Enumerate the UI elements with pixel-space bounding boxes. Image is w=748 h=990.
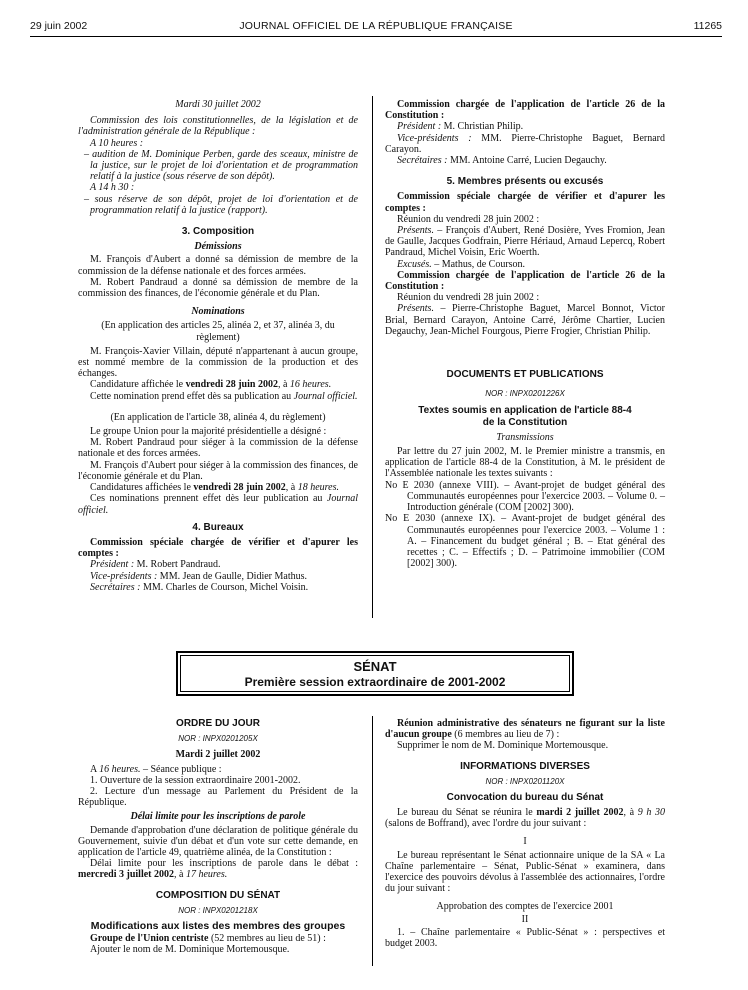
cs-excuses	[385, 259, 665, 270]
demission-1: M. François d'Aubert a donné sa démission de membre de la commission de la défense nationale et des forces armées.	[78, 254, 358, 277]
effect-2	[78, 493, 358, 515]
odj-time-pre: A	[90, 763, 100, 775]
c26-secretaires	[385, 155, 665, 166]
left-top-column	[78, 99, 358, 593]
left-bottom-column	[78, 718, 358, 956]
cand1-time: 16 heures.	[289, 379, 332, 391]
convoc-pre: Le bureau du Sénat se réunira le	[397, 807, 537, 819]
c26-sec-names: MM. Antoine Carré, Lucien Degauchy.	[447, 155, 607, 167]
senat-subtitle: Première session extraordinaire de 2001-2002	[244, 675, 506, 689]
effect1-jo: Journal officiel.	[293, 390, 358, 402]
nominations-application-2: (En application de l'article 38, alinéa 4, du règlement)	[110, 411, 326, 423]
delai-date: mercredi 3 juillet 2002	[78, 869, 174, 881]
effect-1	[78, 391, 358, 402]
bureau-sec-label: Secrétaires :	[90, 581, 141, 593]
item-10h: – audition de M. Dominique Perben, garde des sceaux, ministre de la justice, sur le projet de loi d'orientation et de programmation relatif à la justice (sous réserve de son dépôt).	[84, 148, 358, 183]
transmission-letter: Par lettre du 27 juin 2002, M. le Premier ministre a transmis, en application de l'article 88-4 de la Constitution, à M. le président de l'Assemblée nationale les textes suivants :	[385, 446, 665, 480]
composition-nor: NOR : INPX0201218X	[178, 905, 258, 915]
delai-title: Délai limite pour les inscriptions de parole	[130, 811, 306, 823]
date-line: Mardi 30 juillet 2002	[175, 99, 261, 110]
section-3-title: 3. Composition	[181, 226, 255, 238]
convocation-text	[385, 807, 665, 829]
column-divider-bottom	[372, 716, 373, 966]
c26-vice-presidents	[385, 133, 665, 155]
commission-lois: Commission des lois constitutionnelles, de la législation et de l'administration générale de la République :	[78, 115, 358, 138]
senat-banner-inner	[180, 655, 570, 692]
section-5-title: 5. Membres présents ou excusés	[446, 176, 604, 188]
bureau-president	[78, 559, 358, 570]
bureau-pres-name: M. Robert Pandraud.	[134, 559, 221, 571]
cand1-date: vendredi 28 juin 2002	[185, 379, 278, 391]
pandraud-defense: M. Robert Pandraud pour siéger à la commission de la défense nationale et des forces armées.	[78, 437, 358, 460]
cs-presents	[385, 225, 665, 259]
right-top-column	[385, 99, 665, 569]
effect1-pre: Cette nomination prend effet dès sa publication au	[90, 390, 294, 402]
delai-p1: Demande d'approbation d'une déclaration de politique générale du Gouvernement, suivie d'un débat et d'un vote sur cette demande, en application de l'article 49, quatrième alinéa, de la Constitution :	[78, 824, 358, 859]
c26-vp-label: Vice-présidents :	[397, 132, 472, 144]
effect2-pre: Ces nominations prennent effet dès leur publication au	[90, 493, 327, 505]
right-bottom-column	[385, 718, 665, 949]
roman-2: II	[521, 913, 529, 925]
delai-time: 17 heures.	[185, 869, 228, 881]
cs-excuses-names: – Mathus, de Courson.	[431, 258, 526, 270]
approbation-comptes: Approbation des comptes de l'exercice 2001	[436, 900, 614, 912]
c26-sec-label: Secrétaires :	[397, 155, 448, 167]
candidature-1	[78, 379, 358, 390]
odj-time-post: – Séance publique :	[140, 763, 222, 775]
cand2-time: 18 heures.	[297, 482, 339, 494]
bureau-pres-label: Président :	[90, 559, 135, 571]
cand2-pre: Candidatures affichées le	[90, 482, 194, 494]
reunion-admin	[385, 718, 665, 740]
uc-add: Ajouter le nom de M. Dominique Mortemousque.	[90, 944, 290, 956]
documents-title: DOCUMENTS ET PUBLICATIONS	[446, 369, 604, 381]
time-14h30: A 14 h 30 :	[90, 182, 135, 194]
uc-name: Groupe de l'Union centriste	[90, 933, 209, 945]
uc-count: (52 membres au lieu de 51) :	[208, 933, 326, 945]
modifications-title: Modifications aux listes des membres des groupes	[90, 920, 346, 933]
info-title: INFORMATIONS DIVERSES	[460, 760, 590, 772]
delai-mid: , à	[174, 869, 186, 881]
odj-time: 16 heures.	[99, 763, 141, 775]
bureau-vp-label: Vice-présidents :	[90, 570, 158, 582]
bureau-vp-names: MM. Jean de Gaulle, Didier Mathus.	[157, 570, 307, 582]
commission-26: Commission chargée de l'application de l'article 26 de la Constitution :	[385, 99, 665, 122]
header-page-number: 11265	[693, 20, 722, 32]
groupe-ump: Le groupe Union pour la majorité présidentielle a désigné :	[90, 426, 327, 438]
bureau-sec-names: MM. Charles de Courson, Michel Voisin.	[140, 581, 309, 593]
c26-reunion: Réunion du vendredi 28 juin 2002 :	[397, 292, 540, 304]
c26-president	[385, 121, 665, 132]
senat-title: SÉNAT	[353, 659, 397, 674]
delai-pre: Délai limite pour les inscriptions de parole dans le débat :	[90, 858, 358, 870]
c26-presents-names: – Pierre-Christophe Baguet, Marcel Bonnot, Victor Brial, Bernard Carayon, Antoine Carré, Jérôme Chartier, Lucien Degauchy, Jean-Michel Fourgous, Pierre Frogier, Christian Philip.	[385, 303, 665, 337]
odj-date: Mardi 2 juillet 2002	[175, 749, 261, 761]
cand2-date: vendredi 28 juin 2002	[193, 482, 286, 494]
c26-vp-names: MM. Pierre-Christophe Baguet, Bernard Carayon.	[385, 132, 665, 155]
c26-pres-label: Président :	[397, 121, 442, 133]
chaine-parlementaire: 1. – Chaîne parlementaire « Public-Sénat » : perspectives et budget 2003.	[385, 927, 665, 950]
convoc-post: (salons de Boffrand), avec l'ordre du jour suivant :	[385, 818, 587, 830]
bureau-secretaires	[78, 582, 358, 593]
odj-item-2: 2. Lecture d'un message au Parlement du Président de la République.	[78, 786, 358, 809]
bureau-vice-presidents	[78, 571, 358, 582]
nominations-application-1: (En application des articles 25, alinéa 2, et 37, alinéa 3, du règlement)	[101, 320, 335, 343]
cs-title: Commission spéciale chargée de vérifier et d'apurer les comptes :	[385, 191, 665, 214]
groupe-union-centriste	[78, 933, 358, 944]
bureau-commission: Commission spéciale chargée de vérifier et d'apurer les comptes :	[78, 536, 358, 560]
transmissions-title: Transmissions	[496, 431, 554, 443]
header-title: JOURNAL OFFICIEL DE LA RÉPUBLIQUE FRANÇAISE	[239, 20, 513, 32]
composition-title: COMPOSITION DU SÉNAT	[155, 889, 281, 901]
item-14h30: – sous réserve de son dépôt, projet de loi d'orientation et de programmation relatif à la justice (rapport).	[84, 193, 358, 216]
cs-excuses-label: Excusés.	[397, 258, 432, 270]
demissions-title: Démissions	[194, 241, 242, 253]
documents-nor: NOR : INPX0201226X	[485, 389, 565, 399]
delai-p2	[78, 858, 358, 880]
c26-presents-label: Présents.	[397, 303, 434, 315]
c26-title: Commission chargée de l'application de l'article 26 de la Constitution :	[385, 269, 665, 293]
info-nor: NOR : INPX0201120X	[485, 776, 565, 786]
e2030-annexe-8: No E 2030 (annexe VIII). – Avant-projet de budget général des Communautés européennes pour l'exercice 2003. – Volume 0. – Introduction générale (COM [2002] 300).	[385, 479, 665, 514]
odj-seance	[78, 764, 358, 775]
convocation-title: Convocation du bureau du Sénat	[446, 792, 604, 804]
cand2-mid: , à	[285, 482, 298, 494]
convoc-time: 9 h 30	[637, 807, 666, 819]
page-header	[30, 20, 722, 36]
suppr-name: Supprimer le nom de M. Dominique Mortemousque.	[397, 740, 609, 752]
reunion-admin-count: (6 membres au lieu de 7) :	[451, 729, 560, 741]
nominations-title: Nominations	[191, 306, 245, 318]
section-4-title: 4. Bureaux	[192, 521, 244, 533]
senat-banner	[176, 651, 574, 696]
cand1-mid: , à	[277, 379, 290, 391]
column-divider-top	[372, 96, 373, 618]
roman-1: I	[523, 835, 527, 847]
c26-presents	[385, 303, 665, 337]
header-date: 29 juin 2002	[30, 20, 88, 32]
c26-pres-name: M. Christian Philip.	[441, 121, 524, 133]
cs-reunion: Réunion du vendredi 28 juin 2002 :	[397, 213, 540, 225]
aubert-finances: M. François d'Aubert pour siéger à la commission des finances, de l'économie générale et du Plan.	[78, 459, 358, 482]
effect2-jo: Journal officiel.	[78, 493, 358, 516]
time-10h: A 10 heures :	[90, 137, 144, 149]
cs-presents-label: Présents.	[397, 225, 434, 237]
cand1-pre: Candidature affichée le	[90, 379, 186, 391]
convoc-mid: , à	[623, 807, 638, 819]
cs-presents-names: – François d'Aubert, René Dosière, Yves Fromion, Jean de Gaulle, Jacques Godfrain, Pierre Hériaud, Arnaud Lepercq, Robert Pandraud, Michel Voisin, Eric Woerth.	[385, 225, 665, 259]
textes-title: Textes soumis en application de l'article 88-4 de la Constitution	[418, 405, 632, 428]
odj-item-1: 1. Ouverture de la session extraordinaire 2001-2002.	[90, 774, 301, 786]
convoc-date: mardi 2 juillet 2002	[536, 807, 624, 819]
odj-nor: NOR : INPX0201205X	[178, 734, 258, 744]
e2030-annexe-9: No E 2030 (annexe IX). – Avant-projet de budget général des Communautés européennes pour l'exercice 2003. – Volume 1 : A. – Financement du budget général ; B. – Etat général des recettes ; C. – Effectifs ; D. – Patrimoine immobilier (COM [2002] 300).	[385, 513, 665, 570]
odj-title: ORDRE DU JOUR	[176, 718, 260, 729]
bureau-actionnaire: Le bureau représentant le Sénat actionnaire unique de la SA « La Chaîne parlementaire – Sénat, Public-Sénat » examinera, dans l'exercice des pouvoirs dévolus à l'assemblée des actionnaires, l'ordre du jour suivant :	[385, 849, 665, 895]
reunion-admin-title: Réunion administrative des sénateurs ne figurant sur la liste d'aucun groupe	[385, 718, 665, 741]
nomination-villain: M. François-Xavier Villain, député n'appartenant à aucun groupe, est nommé membre de la commission de la production et des échanges.	[78, 345, 358, 380]
header-rule	[30, 36, 722, 37]
candidature-2	[78, 482, 358, 493]
demission-2: M. Robert Pandraud a donné sa démission de membre de la commission des finances, de l'économie générale et du Plan.	[78, 276, 358, 300]
